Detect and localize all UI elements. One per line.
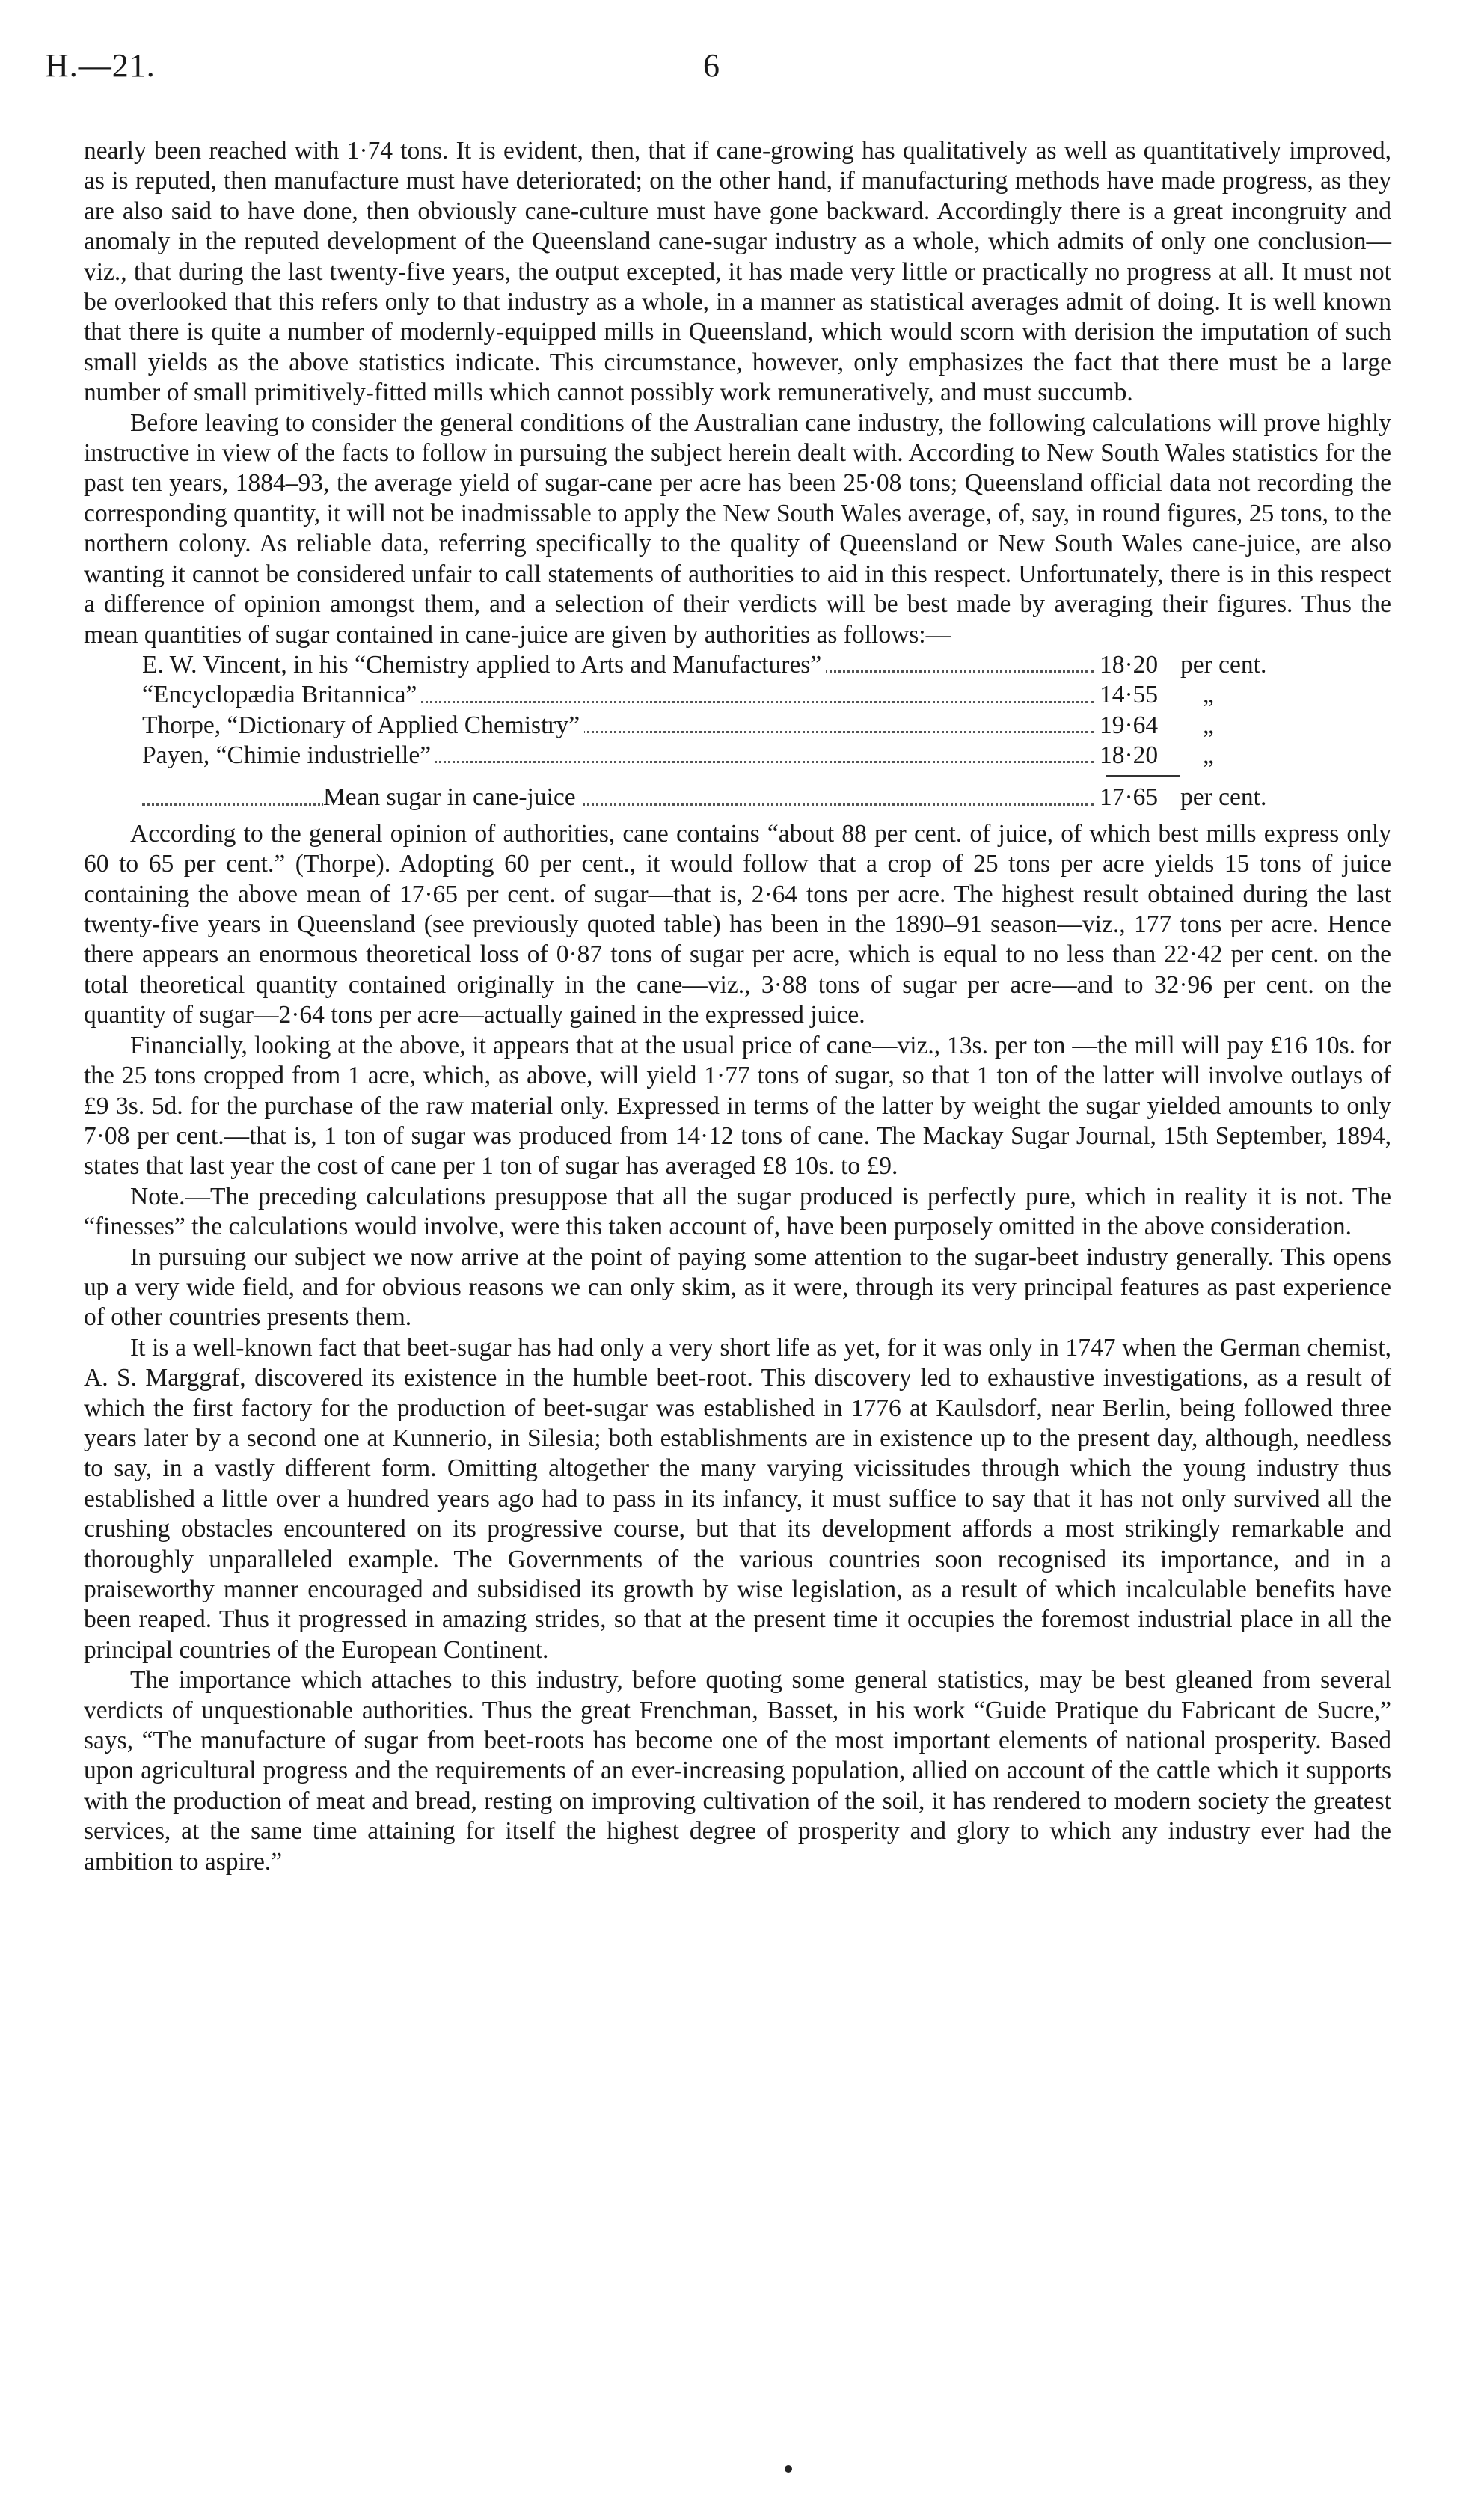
paragraph: It is a well-known fact that beet-sugar has had only a very short life as yet, for it was only in 1747 when the German chemist, A. S. Marggraf, discovered its existence in the humble beet-root. This discovery led to exhaustive investigations, as a result of which the first factory for the production of beet-sugar was established in 1776 at Kaulsdorf, near Berlin, being followed three years later by a second one at Kunnerio, in Silesia; both establishments are in existence up to the present day, although, needless to say, in a vastly different form. Omitting altogether the many varying vicissitudes through which the young industry thus established a little over a hundred years ago had to pass in its infancy, it must suffice to say that it has not only survived all the crushing obstacles encountered on its progressive course, but that its development affords a most strikingly remarkable and thoroughly unparalleled example. The Governments of the various countries soon recognised its importance, and in a praiseworthy manner encouraged and subsidised its growth by wise legislation, as a result of which incalculable benefits have been reaped. Thus it progressed in amazing strides, so that at the present time it occupies the foremost industrial place in all the principal countries of the European Continent. [84,1333,1391,1664]
sum-rule [142,771,1391,783]
sugar-unit: „ [1203,711,1214,739]
table-row [142,650,1391,680]
paragraph: Before leaving to consider the general conditions of the Australian cane industry, the following calculations will prove highly instructive in view of the facts to follow in pursuing the subject herein dealt with. According to New South Wales statistics for the past ten years, 1884–93, the average yield of sugar-cane per acre has been 25·08 tons; Queensland official data not recording the corresponding quantity, it will not be inadmissable to apply the New South Wales average, of, say, in round figures, 25 tons, to the northern colony. As reliable data, referring specifically to the quality of Queensland or New South Wales cane-juice, are also wanting it cannot be considered unfair to call statements of authorities to aid in this respect. Unfortunately, there is in this respect a difference of opinion amongst them, and a selection of their verdicts will be best made by averaging their figures. Thus the mean quantities of sugar contained in cane-juice are given by authorities as follows:— [84,408,1391,649]
footer-dot [785,2465,792,2473]
sugar-value: 18·20 [1100,650,1159,679]
authority-name: Thorpe, “Dictionary of Applied Chemistry” [142,711,584,739]
sugar-value: 14·55 [1100,681,1159,709]
page-number: 6 [703,47,720,84]
sugar-unit: „ [1203,741,1214,770]
paragraph: In pursuing our subject we now arrive at the point of paying some attention to the sugar-beet industry generally. This opens up a very wide field, and for obvious reasons we can only skim, as it were, through its very principal features as past experience of other countries presents them. [84,1243,1391,1332]
table-row [142,680,1391,710]
authority-name: Payen, “Chimie industrielle” [142,741,435,769]
table-row-mean [142,783,1391,812]
sugar-unit: „ [1203,681,1214,709]
note-paragraph: Note.—The preceding calculations presuppose that all the sugar produced is perfectly pure, which in reality it is not. The “finesses” the calculations would involve, were this taken account of, have been purposely omitted in the above consideration. [84,1182,1391,1241]
mean-label: Mean sugar in cane-juice [323,783,580,811]
sugar-unit: per cent. [1180,650,1267,679]
paragraph: The importance which attaches to this industry, before quoting some general statistics, may be best gleaned from several verdicts of unquestionable authorities. Thus the great Frenchman, Basset, in his work “Guide Pratique du Fabricant de Sucre,” says, “The manufacture of sugar from beet-roots has become one of the most important elements of national prosperity. Based upon agricultural progress and the requirements of an ever-increasing population, allied on account of the cattle which it supports with the production of meat and bread, resting on improving cultivation of the soil, it has rendered to modern society the greatest services, at the same time attaining for itself the highest degree of prosperity and glory to which any industry ever had the ambition to aspire.” [84,1666,1391,1876]
paragraph: According to the general opinion of authorities, cane contains “about 88 per cent. of juice, of which best mills express only 60 to 65 per cent.” (Thorpe). Adopting 60 per cent., it would follow that a crop of 25 tons per acre yields 15 tons of juice containing the above mean of 17·65 per cent. of sugar—that is, 2·64 tons per acre. The highest result obtained during the last twenty-five years in Queensland (see previously quoted table) has been in the 1890–91 season—viz., 177 tons per acre. Hence there appears an enormous theoretical loss of 0·87 tons of sugar per acre, which is equal to no less than 22·42 per cent. on the total theoretical quantity contained originally in the cane—viz., 3·88 tons of sugar per acre—and to 32·96 per cent. on the quantity of sugar—2·64 tons per acre—actually gained in the expressed juice. [84,819,1391,1029]
sugar-content-table [84,650,1391,813]
authority-name: E. W. Vincent, in his “Chemistry applied to Arts and Manufactures” [142,651,826,679]
sugar-value: 18·20 [1100,741,1159,770]
table-row [142,711,1391,741]
body-text [84,136,1391,1877]
page-header [45,46,1391,99]
paragraph: nearly been reached with 1·74 tons. It is evident, then, that if cane-growing has qualitatively as well as quantitatively improved, as is reputed, then manufacture must have deteriorated; on the other hand, if manufacturing methods have made progress, as they are also said to have done, then obviously cane-culture must have gone backward. Accordingly there is a great incongruity and anomaly in the reputed development of the Queensland cane-sugar industry as a whole, which admits of only one conclusion—viz., that during the last twenty-five years, the output excepted, it has made very little or practically no progress at all. It must not be overlooked that this refers only to that industry as a whole, in a manner as statistical averages admit of doing. It is well known that there is quite a number of modernly-equipped mills in Queensland, which would scorn with derision the imputation of such small yields as the above statistics indicate. This circumstance, however, only emphasizes the fact that there must be a large number of small primitively-fitted mills which cannot possibly work remuneratively, and must succumb. [84,137,1391,407]
table-row [142,741,1391,771]
authority-name: “Encyclopædia Britannica” [142,681,421,708]
paragraph: Financially, looking at the above, it appears that at the usual price of cane—viz., 13s. per ton —the mill will pay £16 10s. for the 25 tons cropped from 1 acre, which, as above, will yield 1·77 tons of sugar, so that 1 ton of the latter will involve outlays of £9 3s. 5d. for the purchase of the raw material only. Expressed in terms of the latter by weight the sugar yielded amounts to only 7·08 per cent.—that is, 1 ton of sugar was produced from 14·12 tons of cane. The Mackay Sugar Journal, 15th September, 1894, states that last year the cost of cane per 1 ton of sugar has averaged £8 10s. to £9. [84,1031,1391,1181]
mean-unit: per cent. [1180,783,1267,812]
document-reference: H.—21. [45,47,156,84]
sugar-value: 19·64 [1100,711,1159,739]
mean-value: 17·65 [1100,783,1159,812]
